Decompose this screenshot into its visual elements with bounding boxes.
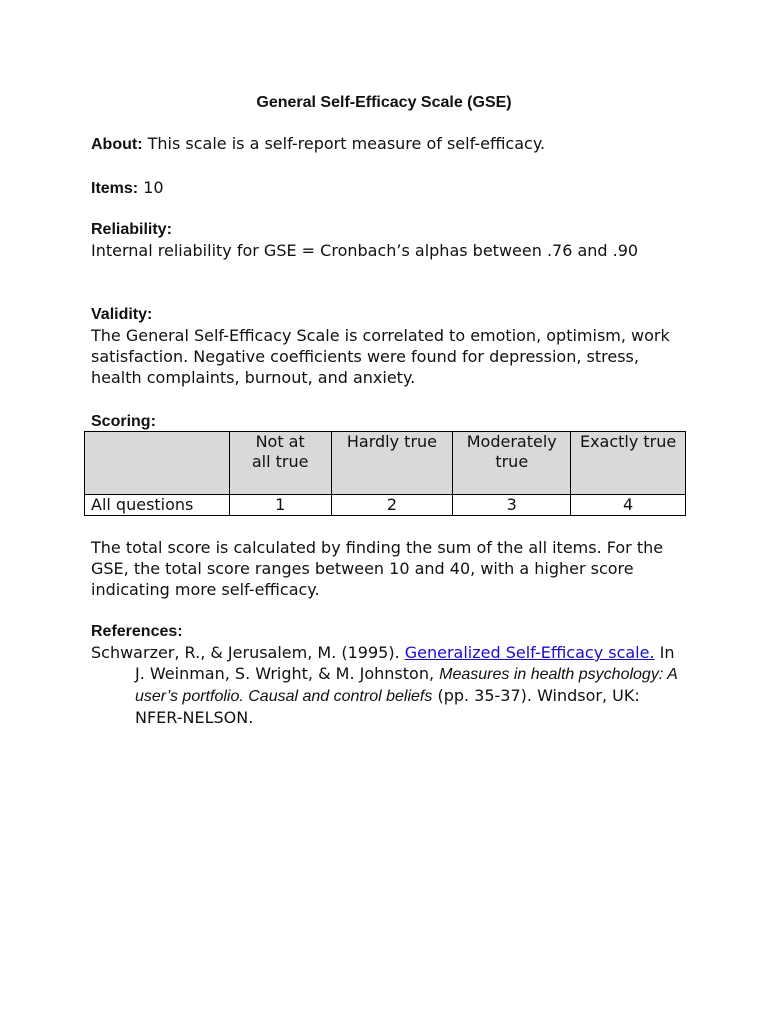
about-section bbox=[91, 133, 691, 155]
table-header-cell: Exactly true bbox=[571, 432, 686, 495]
table-header-cell: Hardly true bbox=[331, 432, 453, 495]
validity-text: The General Self-Efficacy Scale is correlated to emotion, optimism, work satisfaction. Negative coefficients were found for depression, stress, health complaints, burnout, and anxiety. bbox=[91, 326, 670, 387]
items-section bbox=[91, 177, 691, 199]
items-label: Items: bbox=[91, 180, 139, 197]
reference-citation bbox=[91, 663, 691, 728]
table-row-label: All questions bbox=[85, 495, 230, 516]
about-label: About: bbox=[91, 136, 143, 153]
table-cell: 2 bbox=[331, 495, 453, 516]
table-header-cell: Not at all true bbox=[229, 432, 331, 495]
reference-after-link: In bbox=[654, 643, 675, 662]
reference-pages: (pp. 35-37). Windsor, UK: NFER-NELSON. bbox=[135, 686, 640, 727]
table-header-cell: Moderately true bbox=[453, 432, 571, 495]
reliability-label: Reliability: bbox=[91, 221, 172, 238]
table-row bbox=[85, 495, 686, 516]
references-section bbox=[91, 621, 691, 728]
reliability-section bbox=[91, 219, 671, 261]
reference-editors: J. Weinman, S. Wright, & M. Johnston, bbox=[135, 664, 440, 683]
about-text: This scale is a self-report measure of self-efficacy. bbox=[142, 134, 546, 153]
scoring-table bbox=[84, 431, 686, 516]
validity-label: Validity: bbox=[91, 306, 153, 323]
reference-authors: Schwarzer, R., & Jerusalem, M. (1995). bbox=[91, 643, 405, 662]
table-cell: 3 bbox=[453, 495, 571, 516]
table-header-empty-cell bbox=[85, 432, 230, 495]
table-cell: 4 bbox=[571, 495, 686, 516]
total-score-paragraph: The total score is calculated by finding the sum of the all items. For the GSE, the total score ranges between 10 and 40, with a higher score indicating more self-efficacy. bbox=[91, 538, 664, 599]
scoring-label: Scoring: bbox=[91, 413, 156, 430]
reference-book-title: Measures in health psychology: A user’s portfolio. Causal and control beliefs bbox=[135, 666, 678, 705]
scoring-section bbox=[91, 410, 691, 432]
page-title: General Self-Efficacy Scale (GSE) bbox=[256, 94, 512, 111]
reliability-text: Internal reliability for GSE = Cronbach’s alphas between .76 and .90 bbox=[91, 241, 639, 260]
reference-link[interactable]: Generalized Self-Efficacy scale. bbox=[404, 643, 655, 662]
validity-section bbox=[91, 304, 691, 388]
references-label: References: bbox=[91, 623, 183, 640]
items-text: 10 bbox=[138, 178, 164, 197]
scoring-table-header-row bbox=[85, 432, 686, 495]
table-cell: 1 bbox=[229, 495, 331, 516]
